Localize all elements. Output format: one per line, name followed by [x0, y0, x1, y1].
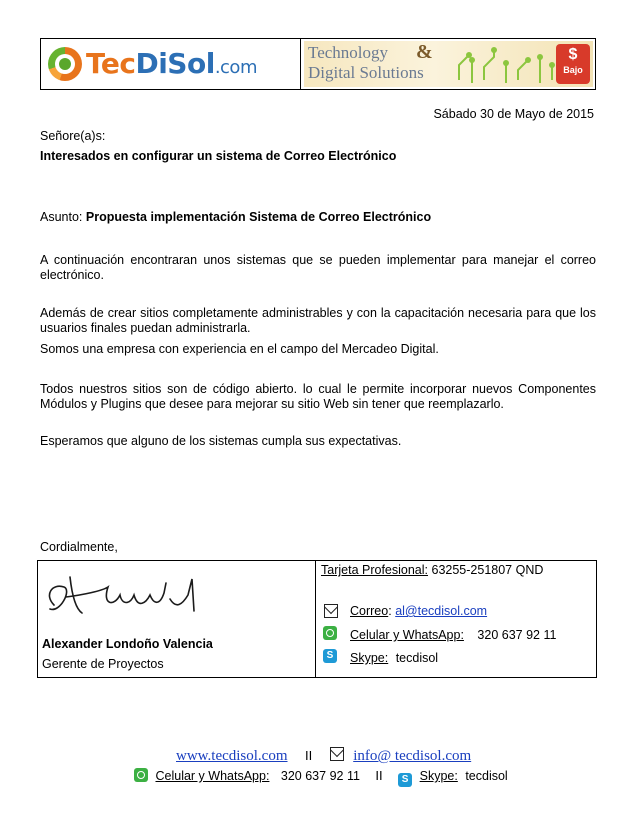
skype-label: Skype: [350, 651, 389, 665]
footer-separator: II [305, 748, 313, 763]
technology-banner [304, 41, 593, 87]
tecdisol-logo [48, 44, 293, 84]
recipient: Interesados en configurar un sistema de Correo Electrónico [40, 149, 397, 163]
paragraph-5: Esperamos que alguno de los sistemas cumpla sus expectativas. [40, 434, 402, 448]
letterhead-divider [300, 38, 301, 90]
correo-row: Correo: al@tecdisol.com [350, 604, 488, 618]
footer-skype-label: Skype: [419, 769, 458, 783]
celular-label: Celular y WhatsApp: [350, 628, 464, 642]
footer-skype-value: tecdisol [465, 769, 508, 783]
subject-text: Propuesta implementación Sistema de Correo Electrónico [85, 210, 432, 224]
footer-website-link[interactable]: www.tecdisol.com [176, 748, 288, 764]
circuit-graphic-icon [454, 45, 559, 85]
footer-line-2 [134, 766, 508, 785]
logo-wordmark: TecDiSol.com [86, 47, 257, 80]
footer-separator-2: II [375, 768, 383, 783]
paragraph-4-line-1: Todos nuestros sitios son de código abierto. lo cual le permite incorporar nuevos Componentes [40, 382, 596, 396]
celular-value: 320 637 92 11 [477, 628, 557, 642]
paragraph-2-line-1: Además de crear sitios completamente administrables y con la capacitación necesaria para que los [40, 306, 596, 320]
tarjeta-profesional [321, 563, 543, 577]
letter-date: Sábado 30 de Mayo de 2015 [433, 107, 594, 121]
logo-target-icon [48, 47, 82, 81]
footer-celular-value: 320 637 92 11 [280, 769, 360, 783]
salutation: Señore(a)s: [40, 129, 106, 143]
footer-mail-icon [330, 747, 344, 761]
tarjeta-label: Tarjeta Profesional: [321, 563, 429, 577]
subject-line [40, 210, 431, 224]
banner-ampersand: & [416, 41, 433, 63]
footer-line-1 [176, 746, 471, 765]
skype-row [350, 651, 438, 665]
skype-icon: S [323, 649, 337, 663]
celular-row [350, 628, 556, 642]
paragraph-1-line-2: electrónico. [40, 268, 104, 282]
footer-whatsapp-icon [134, 768, 148, 782]
signer-name: Alexander Londoño Valencia [42, 637, 213, 651]
banner-text: Technology Digital Solutions [308, 43, 424, 82]
tarjeta-value: 63255-251807 QND [431, 563, 544, 577]
paragraph-3: Somos una empresa con experiencia en el campo del Mercadeo Digital. [40, 342, 439, 356]
correo-label: Correo [350, 604, 389, 618]
handwritten-signature [42, 565, 212, 625]
paragraph-1-line-1: A continuación encontraran unos sistemas que se pueden implementar para manejar el correo [40, 253, 596, 267]
footer-celular-label: Celular y WhatsApp: [155, 769, 270, 783]
footer-skype-icon: S [398, 773, 412, 787]
skype-value: tecdisol [395, 651, 439, 665]
correo-link[interactable]: al@tecdisol.com [395, 604, 488, 618]
paragraph-4-line-2: Módulos y Plugins que desee para mejorar su sitio Web sin tener que reemplazarlo. [40, 397, 504, 411]
price-badge: $ Bajo [556, 44, 590, 84]
closing: Cordialmente, [40, 540, 118, 554]
whatsapp-icon [323, 626, 337, 640]
mail-icon [324, 604, 338, 618]
signer-role: Gerente de Proyectos [42, 657, 164, 671]
paragraph-2-line-2: usuarios finales puedan administrarla. [40, 321, 251, 335]
signature-divider [315, 560, 316, 678]
subject-label: Asunto: [40, 210, 83, 224]
footer-email-link[interactable]: info@ tecdisol.com [353, 748, 472, 764]
